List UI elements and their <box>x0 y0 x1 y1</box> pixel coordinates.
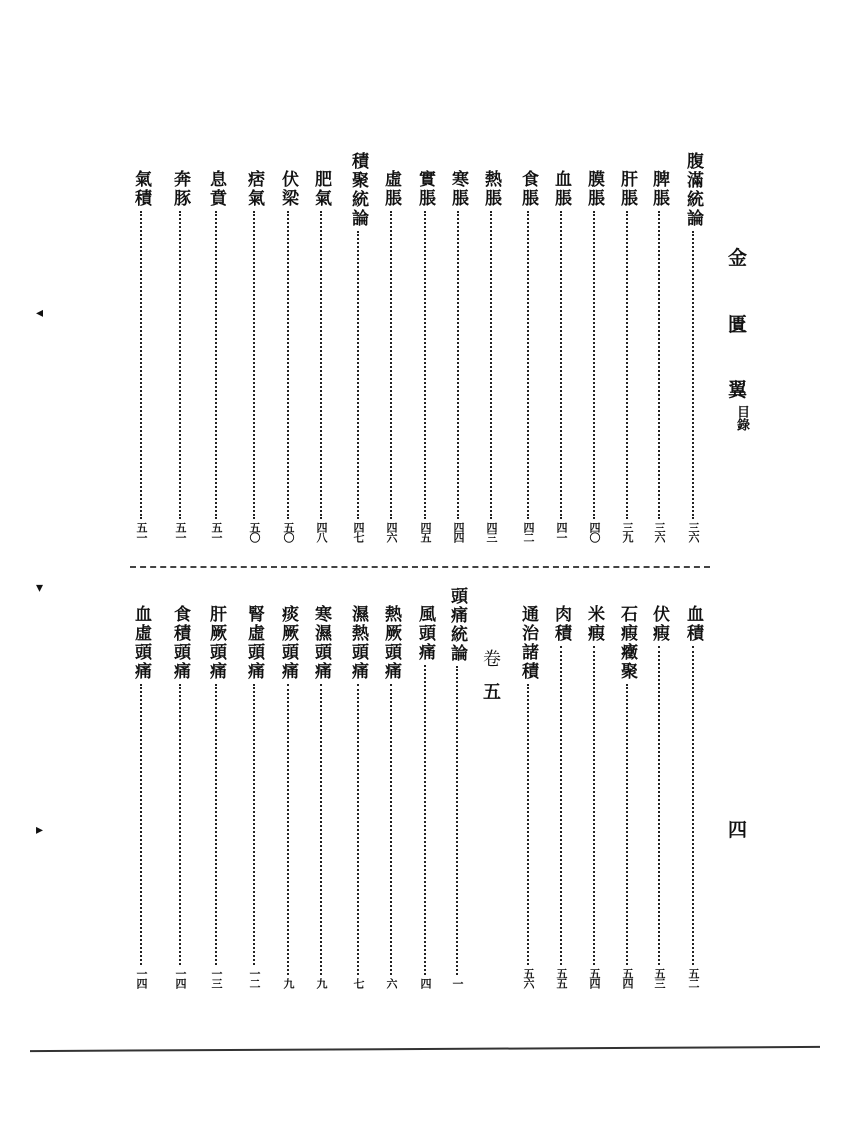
toc-entry[interactable] <box>517 605 539 988</box>
entry-title: 脾脹 <box>649 170 669 208</box>
entry-page: 四五 <box>419 522 432 542</box>
entry-title: 實脹 <box>415 170 435 208</box>
entry-title: 熱脹 <box>481 170 501 208</box>
toc-entry[interactable] <box>169 170 191 542</box>
entry-title: 肝厥頭痛 <box>206 605 226 681</box>
toc-entry[interactable] <box>480 170 502 542</box>
toc-entry[interactable] <box>517 170 539 542</box>
toc-entry[interactable] <box>414 170 436 542</box>
entry-title: 米瘕 <box>584 605 604 643</box>
entry-page: 九 <box>315 978 328 988</box>
toc-entry[interactable] <box>380 605 402 988</box>
entry-page: 一四 <box>174 968 187 988</box>
entry-page: 五五 <box>555 968 568 988</box>
entry-page: 四〇 <box>588 522 601 542</box>
dot-leader <box>424 211 426 519</box>
dot-leader <box>287 211 289 519</box>
toc-entry[interactable] <box>682 605 704 988</box>
book-title-char-2: 匱 <box>728 314 748 336</box>
entry-title: 寒濕頭痛 <box>311 605 331 681</box>
toc-entry[interactable] <box>682 152 704 542</box>
divider <box>130 566 710 568</box>
toc-entry[interactable] <box>169 605 191 988</box>
toc-entry[interactable] <box>550 170 572 542</box>
dot-leader <box>320 211 322 519</box>
toc-entry[interactable] <box>446 587 468 988</box>
entry-page: 五三 <box>653 968 666 988</box>
entry-page: 四三 <box>485 522 498 542</box>
toc-entry[interactable] <box>243 605 265 988</box>
dot-leader <box>593 211 595 519</box>
dot-leader <box>593 646 595 965</box>
entry-page: 九 <box>282 978 295 988</box>
dot-leader <box>658 646 660 965</box>
entry-title: 積聚統論 <box>348 152 368 228</box>
volume-heading-char-2: 五 <box>483 682 501 703</box>
toc-entry[interactable] <box>130 605 152 988</box>
toc-entry[interactable] <box>447 170 469 542</box>
entry-title: 息賁 <box>206 170 226 208</box>
dot-leader <box>215 684 217 965</box>
toc-entry[interactable] <box>277 605 299 988</box>
toc-entry[interactable] <box>616 170 638 542</box>
entry-title: 寒脹 <box>448 170 468 208</box>
dot-leader <box>527 684 529 965</box>
entry-title: 肉積 <box>551 605 571 643</box>
toc-entry[interactable] <box>130 170 152 542</box>
entry-title: 通治諸積 <box>518 605 538 681</box>
margin-mark-icon: ▸ <box>36 822 44 838</box>
entry-title: 熱厥頭痛 <box>381 605 401 681</box>
toc-entry[interactable] <box>648 170 670 542</box>
dot-leader <box>692 231 694 519</box>
margin-mark-icon: ◂ <box>36 305 44 321</box>
dot-leader <box>179 684 181 965</box>
entry-page: 七 <box>352 978 365 988</box>
volume-heading-char-1: 卷 <box>483 649 501 670</box>
entry-page: 五二 <box>687 968 700 988</box>
entry-page: 一 <box>451 978 464 988</box>
dot-leader <box>560 211 562 519</box>
entry-title: 伏梁 <box>278 170 298 208</box>
dot-leader <box>626 684 628 965</box>
entry-title: 腎虛頭痛 <box>244 605 264 681</box>
dot-leader <box>490 211 492 519</box>
entry-title: 食脹 <box>518 170 538 208</box>
entry-title: 血虛頭痛 <box>131 605 151 681</box>
entry-title: 肝脹 <box>617 170 637 208</box>
dot-leader <box>287 684 289 975</box>
dot-leader <box>140 211 142 519</box>
toc-entry[interactable] <box>414 605 436 988</box>
dot-leader <box>390 684 392 975</box>
toc-entry[interactable] <box>583 605 605 988</box>
dot-leader <box>560 646 562 965</box>
entry-title: 濕熱頭痛 <box>348 605 368 681</box>
entry-page: 四七 <box>352 522 365 542</box>
page-number: 四 <box>728 819 748 841</box>
entry-title: 痰厥頭痛 <box>278 605 298 681</box>
toc-entry[interactable] <box>310 605 332 988</box>
dot-leader <box>215 211 217 519</box>
toc-entry[interactable] <box>583 170 605 542</box>
entry-page: 一四 <box>135 968 148 988</box>
dot-leader <box>658 211 660 519</box>
entry-page: 一二 <box>248 968 261 988</box>
toc-entry[interactable] <box>310 170 332 542</box>
entry-page: 五四 <box>588 968 601 988</box>
dot-leader <box>692 646 694 965</box>
dot-leader <box>390 211 392 519</box>
toc-entry[interactable] <box>616 605 638 988</box>
entry-title: 肥氣 <box>311 170 331 208</box>
toc-entry[interactable] <box>205 605 227 988</box>
entry-page: 三九 <box>621 522 634 542</box>
entry-page: 三六 <box>653 522 666 542</box>
entry-page: 五六 <box>522 968 535 988</box>
toc-entry[interactable] <box>347 152 369 542</box>
entry-page: 四四 <box>452 522 465 542</box>
entry-page: 一三 <box>210 968 223 988</box>
dot-leader <box>253 211 255 519</box>
entry-page: 四八 <box>315 522 328 542</box>
entry-title: 膜脹 <box>584 170 604 208</box>
dot-leader <box>424 665 426 975</box>
dot-leader <box>253 684 255 965</box>
book-title-char-1: 金 <box>728 247 748 269</box>
margin-mark-icon: ▾ <box>36 580 44 596</box>
dot-leader <box>320 684 322 975</box>
entry-title: 血積 <box>683 605 703 643</box>
entry-page: 五四 <box>621 968 634 988</box>
dot-leader <box>140 684 142 965</box>
entry-page: 五〇 <box>248 522 261 542</box>
toc-entry[interactable] <box>648 605 670 988</box>
toc-entry[interactable] <box>205 170 227 542</box>
entry-title: 石瘕癥聚 <box>617 605 637 681</box>
entry-page: 五一 <box>210 522 223 542</box>
entry-title: 奔豚 <box>170 170 190 208</box>
entry-title: 伏瘕 <box>649 605 669 643</box>
dot-leader <box>357 684 359 975</box>
dot-leader <box>626 211 628 519</box>
book-title-char-3: 翼 <box>728 379 748 401</box>
entry-title: 虛脹 <box>381 170 401 208</box>
entry-title: 食積頭痛 <box>170 605 190 681</box>
entry-page: 五一 <box>135 522 148 542</box>
entry-title: 痞氣 <box>244 170 264 208</box>
entry-page: 四一 <box>555 522 568 542</box>
entry-page: 六 <box>385 978 398 988</box>
entry-page: 四二 <box>522 522 535 542</box>
page-edge-line <box>30 1046 820 1052</box>
entry-page: 三六 <box>687 522 700 542</box>
entry-title: 風頭痛 <box>415 605 435 662</box>
toc-entry[interactable] <box>380 170 402 542</box>
toc-entry[interactable] <box>277 170 299 542</box>
dot-leader <box>527 211 529 519</box>
entry-page: 五〇 <box>282 522 295 542</box>
dot-leader <box>457 211 459 519</box>
entry-title: 頭痛統論 <box>447 587 467 663</box>
section-title: 目錄 <box>734 405 749 431</box>
dot-leader <box>456 666 458 975</box>
entry-page: 五一 <box>174 522 187 542</box>
entry-title: 氣積 <box>131 170 151 208</box>
toc-entry[interactable] <box>550 605 572 988</box>
entry-page: 四六 <box>385 522 398 542</box>
entry-title: 血脹 <box>551 170 571 208</box>
entry-page: 四 <box>419 978 432 988</box>
toc-entry[interactable] <box>243 170 265 542</box>
dot-leader <box>357 231 359 519</box>
entry-title: 腹滿統論 <box>683 152 703 228</box>
toc-entry[interactable] <box>347 605 369 988</box>
dot-leader <box>179 211 181 519</box>
